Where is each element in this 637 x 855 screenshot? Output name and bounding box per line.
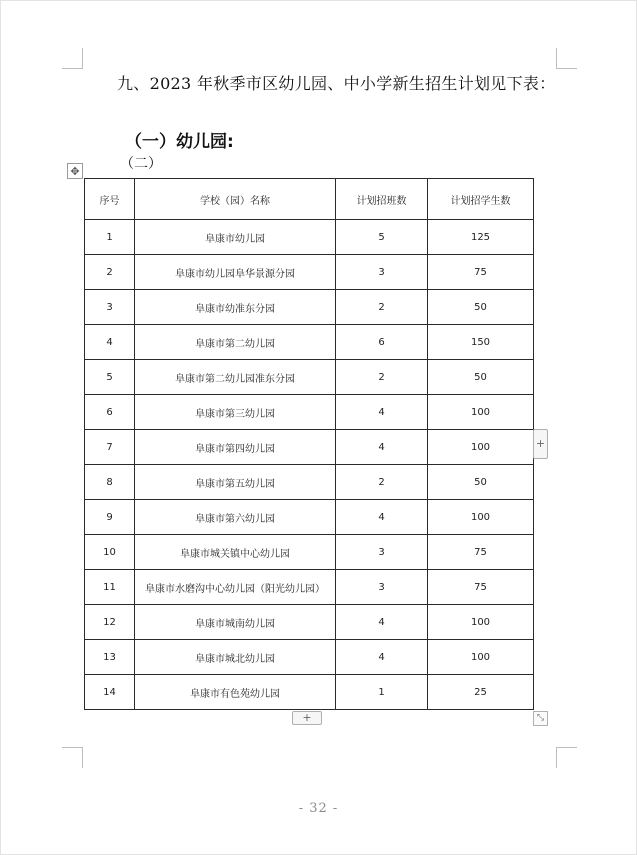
cell-students[interactable]: 125 — [428, 220, 534, 255]
cell-name[interactable]: 阜康市城南幼儿园 — [135, 605, 336, 640]
table-resize-icon[interactable]: ⤡ — [533, 711, 548, 726]
table-row — [85, 325, 534, 360]
cell-students[interactable]: 100 — [428, 430, 534, 465]
table-body — [85, 220, 534, 710]
table-row — [85, 570, 534, 605]
margin-corner-mark-top-left — [62, 48, 83, 69]
cell-students[interactable]: 75 — [428, 570, 534, 605]
cell-students[interactable]: 100 — [428, 395, 534, 430]
cell-name[interactable]: 阜康市水磨沟中心幼儿园（阳光幼儿园） — [135, 570, 336, 605]
document-heading: 九、2023 年秋季市区幼儿园、中小学新生招生计划见下表： — [117, 74, 556, 93]
table-row — [85, 255, 534, 290]
cell-no[interactable]: 6 — [85, 395, 135, 430]
table-row — [85, 675, 534, 710]
cell-name[interactable]: 阜康市幼儿园 — [135, 220, 336, 255]
cell-no[interactable]: 10 — [85, 535, 135, 570]
cell-classes[interactable]: 2 — [336, 290, 428, 325]
table-row — [85, 605, 534, 640]
cell-classes[interactable]: 4 — [336, 500, 428, 535]
cell-students[interactable]: 75 — [428, 535, 534, 570]
table-row — [85, 500, 534, 535]
cell-classes[interactable]: 5 — [336, 220, 428, 255]
cell-name[interactable]: 阜康市第五幼儿园 — [135, 465, 336, 500]
cell-students[interactable]: 25 — [428, 675, 534, 710]
add-row-button[interactable]: + — [292, 711, 322, 725]
cell-classes[interactable]: 4 — [336, 605, 428, 640]
cell-classes[interactable]: 2 — [336, 360, 428, 395]
cell-classes[interactable]: 3 — [336, 255, 428, 290]
margin-corner-mark-top-right — [556, 48, 577, 69]
cell-students[interactable]: 50 — [428, 465, 534, 500]
cell-students[interactable]: 100 — [428, 605, 534, 640]
cell-name[interactable]: 阜康市有色苑幼儿园 — [135, 675, 336, 710]
cell-no[interactable]: 3 — [85, 290, 135, 325]
margin-corner-mark-bottom-left — [62, 747, 83, 768]
cell-classes[interactable]: 6 — [336, 325, 428, 360]
cell-classes[interactable]: 4 — [336, 395, 428, 430]
add-column-button[interactable]: + — [533, 429, 548, 459]
cell-name[interactable]: 阜康市第六幼儿园 — [135, 500, 336, 535]
cell-students[interactable]: 50 — [428, 290, 534, 325]
cell-name[interactable]: 阜康市第二幼儿园 — [135, 325, 336, 360]
cell-name[interactable]: 阜康市第二幼儿园准东分园 — [135, 360, 336, 395]
header-cell-classes[interactable]: 计划招班数 — [336, 179, 428, 220]
cell-name[interactable]: 阜康市第四幼儿园 — [135, 430, 336, 465]
margin-corner-mark-bottom-right — [556, 747, 577, 768]
cell-classes[interactable]: 3 — [336, 535, 428, 570]
cell-students[interactable]: 50 — [428, 360, 534, 395]
cell-no[interactable]: 8 — [85, 465, 135, 500]
table-row — [85, 465, 534, 500]
cell-no[interactable]: 11 — [85, 570, 135, 605]
table-row — [85, 640, 534, 675]
cell-name[interactable]: 阜康市城关镇中心幼儿园 — [135, 535, 336, 570]
cell-no[interactable]: 12 — [85, 605, 135, 640]
table-header-row — [85, 179, 534, 220]
cell-students[interactable]: 75 — [428, 255, 534, 290]
cell-classes[interactable]: 4 — [336, 640, 428, 675]
cell-no[interactable]: 1 — [85, 220, 135, 255]
cell-no[interactable]: 4 — [85, 325, 135, 360]
cell-name[interactable]: 阜康市城北幼儿园 — [135, 640, 336, 675]
subsection-title: （二） — [120, 156, 162, 172]
cell-students[interactable]: 100 — [428, 500, 534, 535]
header-cell-students[interactable]: 计划招学生数 — [428, 179, 534, 220]
cell-no[interactable]: 7 — [85, 430, 135, 465]
table-row — [85, 290, 534, 325]
table-row — [85, 535, 534, 570]
cell-classes[interactable]: 2 — [336, 465, 428, 500]
table-row — [85, 430, 534, 465]
cell-no[interactable]: 13 — [85, 640, 135, 675]
cell-classes[interactable]: 3 — [336, 570, 428, 605]
cell-name[interactable]: 阜康市幼准东分园 — [135, 290, 336, 325]
section-title: （一）幼儿园: — [125, 132, 234, 152]
header-cell-name[interactable]: 学校（园）名称 — [135, 179, 336, 220]
cell-name[interactable]: 阜康市幼儿园阜华景源分园 — [135, 255, 336, 290]
header-cell-no[interactable]: 序号 — [85, 179, 135, 220]
cell-students[interactable]: 150 — [428, 325, 534, 360]
cell-no[interactable]: 9 — [85, 500, 135, 535]
table-move-icon[interactable]: ✥ — [67, 163, 83, 179]
cell-no[interactable]: 2 — [85, 255, 135, 290]
cell-students[interactable]: 100 — [428, 640, 534, 675]
table-row — [85, 220, 534, 255]
cell-classes[interactable]: 1 — [336, 675, 428, 710]
cell-name[interactable]: 阜康市第三幼儿园 — [135, 395, 336, 430]
cell-classes[interactable]: 4 — [336, 430, 428, 465]
table-row — [85, 360, 534, 395]
enrollment-table — [84, 178, 534, 710]
cell-no[interactable]: 5 — [85, 360, 135, 395]
table-row — [85, 395, 534, 430]
cell-no[interactable]: 14 — [85, 675, 135, 710]
page-number: - 32 - — [298, 801, 339, 816]
